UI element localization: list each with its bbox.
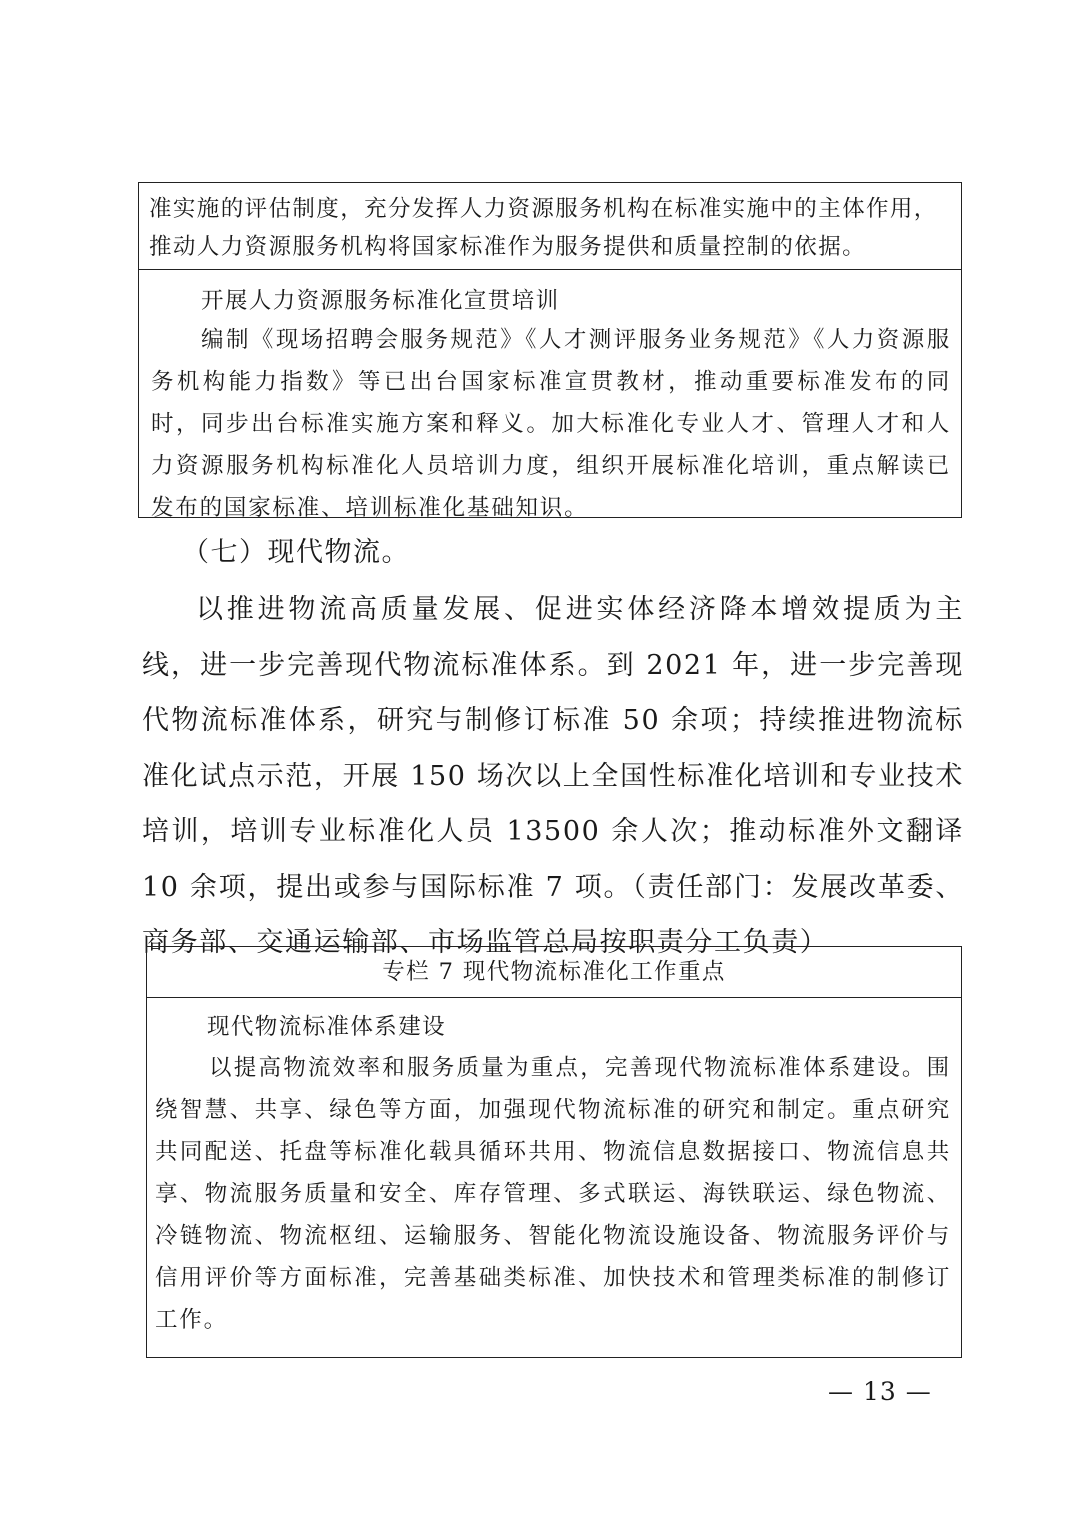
training-title: 开展人力资源服务标准化宣贯培训 <box>201 288 560 314</box>
page-number: — 13 — <box>828 1377 932 1406</box>
section-heading: （七）现代物流。 <box>182 537 410 568</box>
column7-paragraph: 以提高物流效率和服务质量为重点，完善现代物流标准体系建设。围绕智慧、共享、绿色等方面，加强现代物流标准的研究和制定。重点研究共同配送、托盘等标准化载具循环共用、物流信息数据接口、物流信息共享、物流服务质量和安全、库存管理、多式联运、海铁联运、绿色物流、冷链物流、物流枢纽、运输服务、智能化物流设施设备、物流服务评价与信用评价等方面标准，完善基础类标准、加快技术和管理类标准的制修订工作。 <box>155 1055 951 1333</box>
continuation-line-2: 推动人力资源服务机构将国家标准作为服务提供和质量控制的依据。 <box>149 234 867 260</box>
column-continuation-cell <box>139 183 961 270</box>
hr-standards-column-box <box>138 182 962 521</box>
column7-subtitle: 现代物流标准体系建设 <box>207 1014 447 1040</box>
training-paragraph: 编制《现场招聘会服务规范》《人才测评服务业务规范》《人力资源服务机构能力指数》等已出台国家标准宣贯教材，推动重要标准发布的同时，同步出台标准实施方案和释义。加大标准化专业人才、管理人才和人力资源服务机构标准化人员培训力度，组织开展标准化培训，重点解读已发布的国家标准、培训标准化基础知识。 <box>151 327 951 521</box>
column7-box <box>146 946 962 1358</box>
continuation-line-1: 准实施的评估制度，充分发挥人力资源服务机构在标准实施中的主体作用， <box>149 196 938 222</box>
section-body: 以推进物流高质量发展、促进实体经济降本增效提质为主线，进一步完善现代物流标准体系。到 2021 年，进一步完善现代物流标准体系，研究与制修订标准 50 余项；持续推进物流标准化试点示范，开展 150 场次以上全国性标准化培训和专业技术培训，培训专业标准化人员 13500 余人次；推动标准外文翻译 10 余项，提出或参与国际标准 7 项。（责任部门：发展改革委、商务部、交通运输部、市场监管总局按职责分工负责） <box>142 594 964 958</box>
column7-caption: 专栏 7 现代物流标准化工作重点 <box>147 947 961 998</box>
